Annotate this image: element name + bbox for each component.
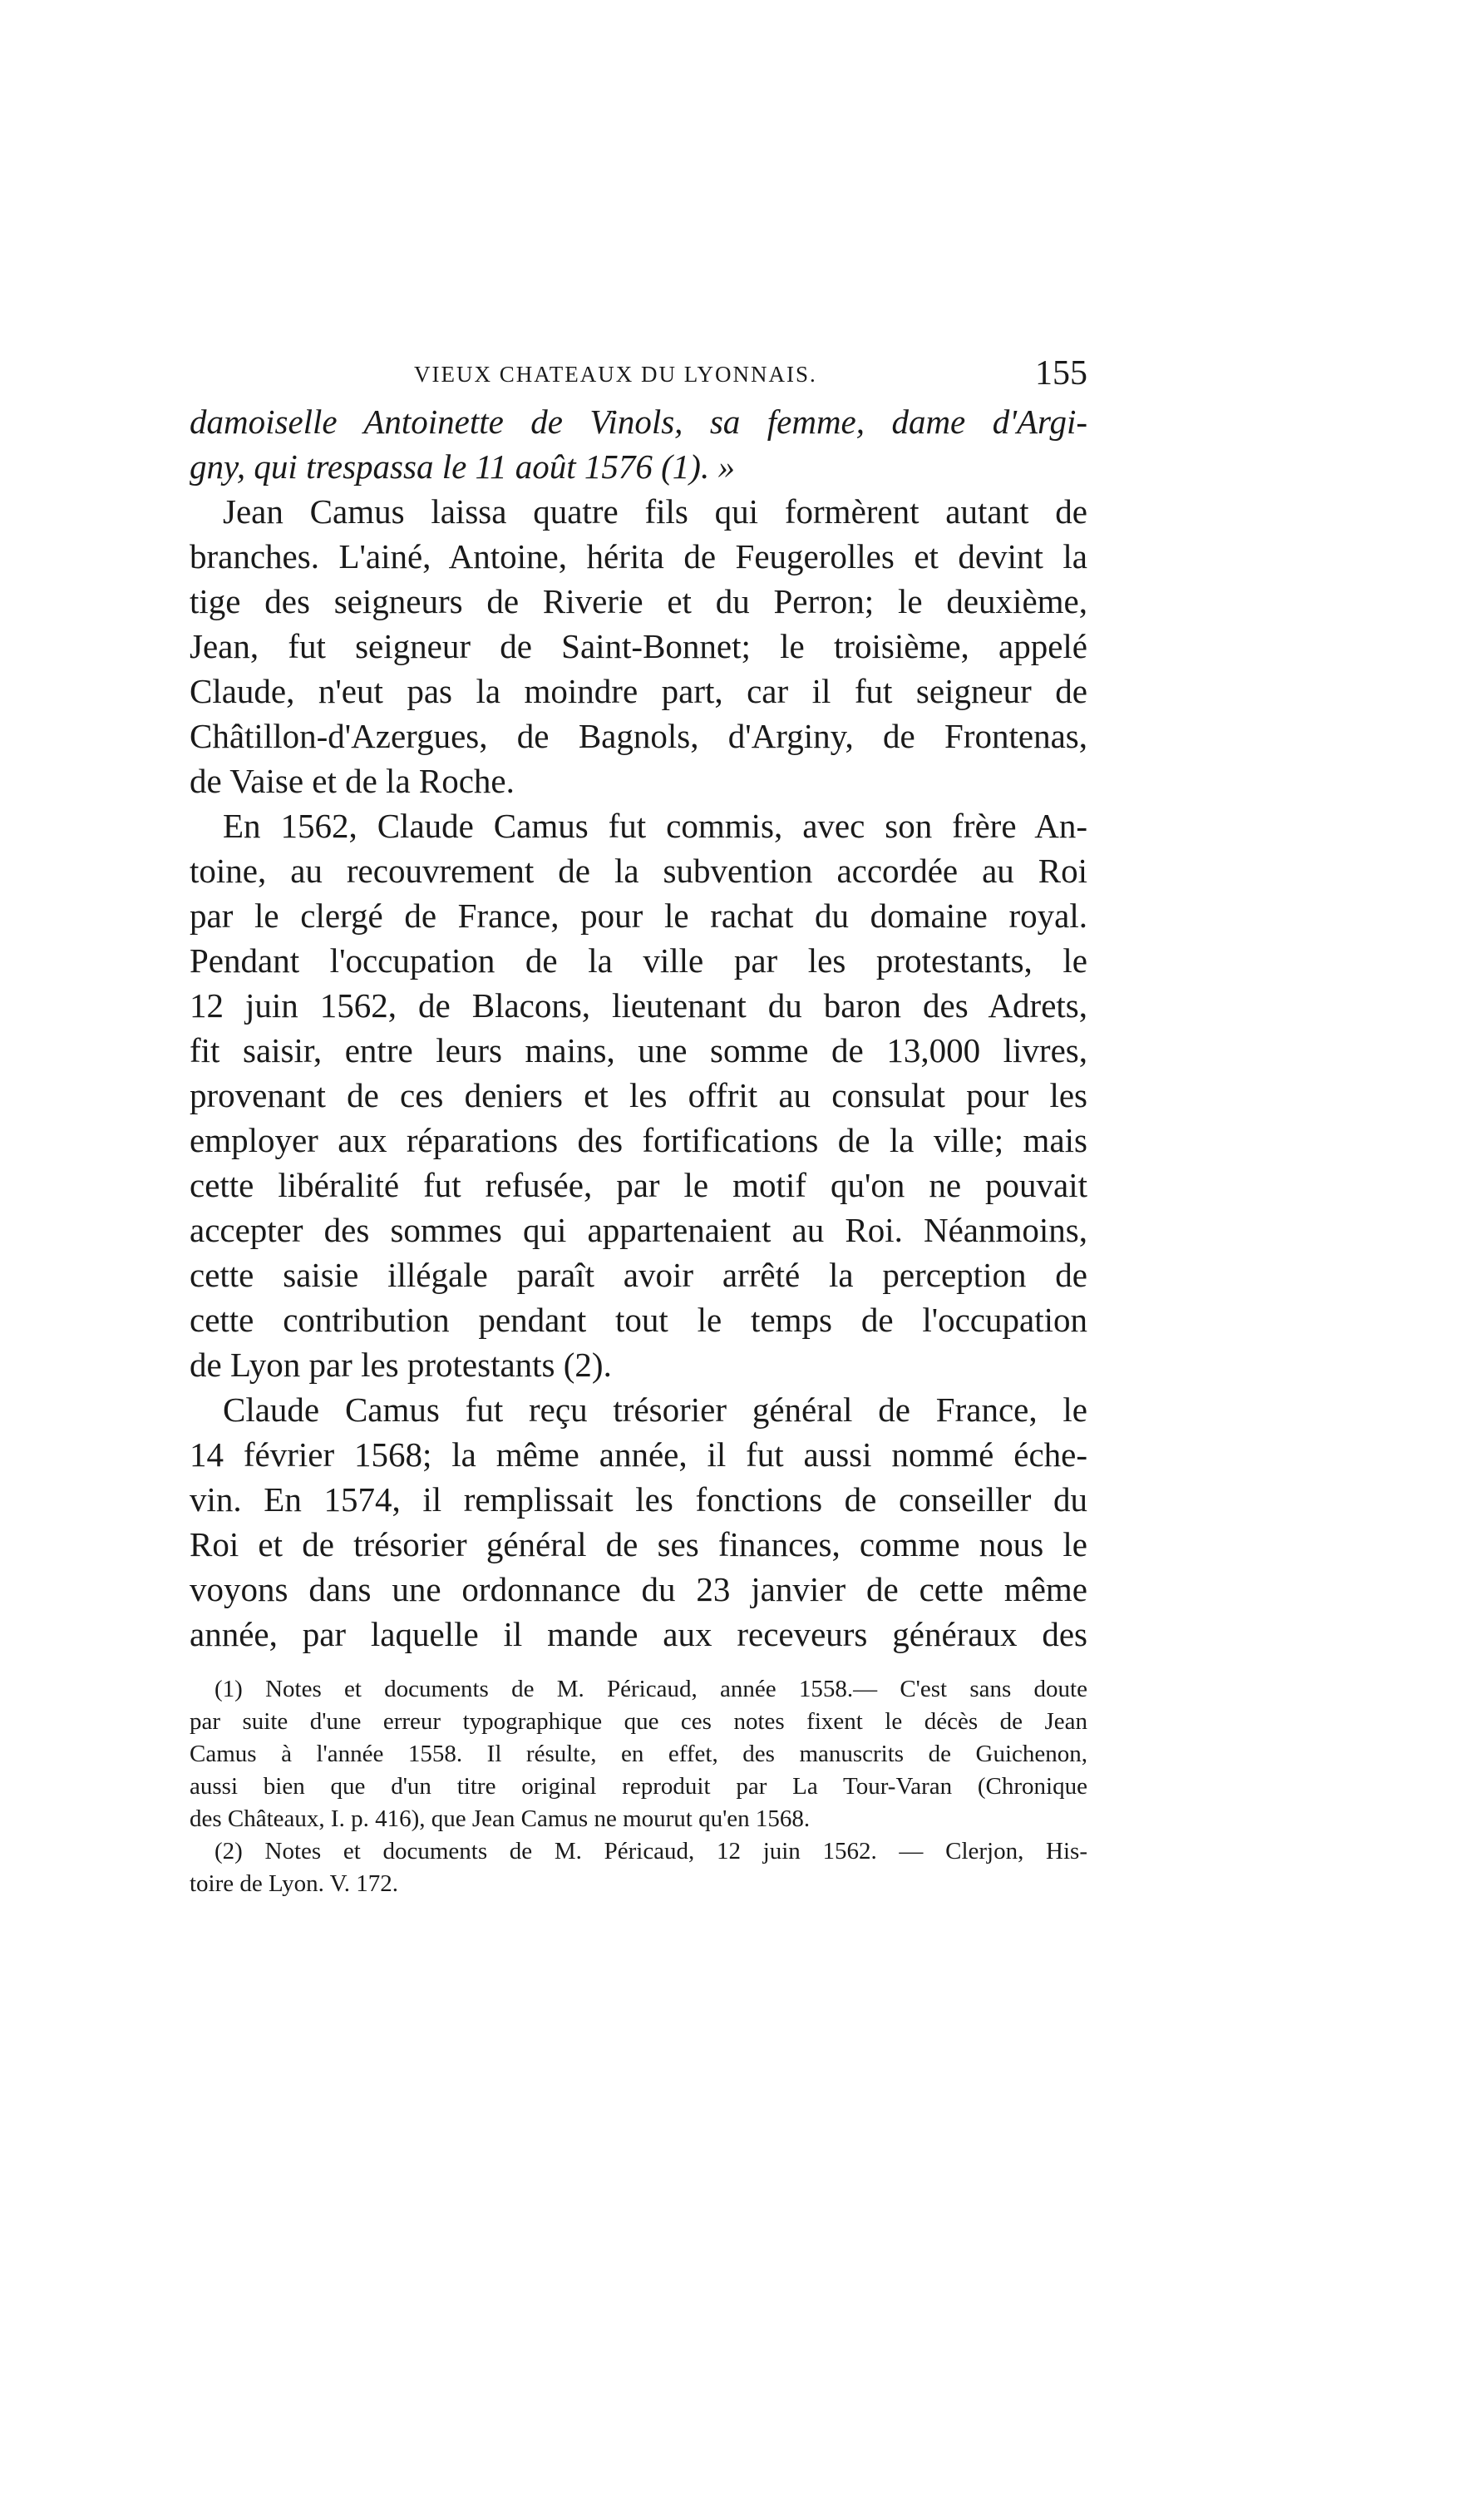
text-line: employer aux réparations des fortifications de la ville; mais (190, 1121, 1087, 1159)
running-title: VIEUX CHATEAUX DU LYONNAIS. (414, 362, 817, 387)
text-line: Jean, fut seigneur de Saint-Bonnet; le troisième, appelé (190, 627, 1087, 665)
text-line: cette saisie illégale paraît avoir arrêté la perception de (190, 1256, 1087, 1294)
text-line: Roi et de trésorier général de ses finances, comme nous le (190, 1525, 1087, 1563)
text-line: cette libéralité fut refusée, par le motif qu'on ne pouvait (190, 1166, 1087, 1204)
text-line: 14 février 1568; la même année, il fut aussi nommé éche- (190, 1435, 1087, 1474)
footnote-line: toire de Lyon. V. 172. (190, 1870, 399, 1897)
footnote-line: par suite d'une erreur typographique que ces notes fixent le décès de Jean (190, 1708, 1087, 1735)
text-line: damoiselle Antoinette de Vinols, sa femme, dame d'Argi- (190, 403, 1087, 441)
footnote-line: (1) Notes et documents de M. Péricaud, année 1558.— C'est sans doute (214, 1676, 1087, 1702)
text-line: branches. L'ainé, Antoine, hérita de Feugerolles et devint la (190, 537, 1087, 575)
text-line: En 1562, Claude Camus fut commis, avec son frère An- (223, 807, 1087, 845)
text-line: vin. En 1574, il remplissait les fonctions de conseiller du (190, 1480, 1087, 1519)
body-text (190, 399, 1087, 1657)
footnotes (190, 1673, 1087, 1900)
text-line: de Vaise et de la Roche. (190, 762, 515, 800)
running-head (190, 353, 1087, 400)
text-line: provenant de ces deniers et les offrit au consulat pour les (190, 1076, 1087, 1114)
text-line: cette contribution pendant tout le temps de l'occupation (190, 1301, 1087, 1339)
text-line: Claude Camus fut reçu trésorier général de France, le (223, 1390, 1087, 1429)
text-line: gny, qui trespassa le 11 août 1576 (1). » (190, 447, 735, 486)
text-line: voyons dans une ordonnance du 23 janvier de cette même (190, 1570, 1087, 1608)
text-line: fit saisir, entre leurs mains, une somme de 13,000 livres, (190, 1031, 1087, 1069)
text-line: Pendant l'occupation de la ville par les protestants, le (190, 941, 1087, 980)
text-line: 12 juin 1562, de Blacons, lieutenant du baron des Adrets, (190, 986, 1087, 1025)
text-line: de Lyon par les protestants (2). (190, 1346, 612, 1384)
text-line: année, par laquelle il mande aux receveurs généraux des (190, 1615, 1087, 1653)
text-line: Châtillon-d'Azergues, de Bagnols, d'Arginy, de Frontenas, (190, 717, 1087, 755)
text-line: toine, au recouvrement de la subvention accordée au Roi (190, 852, 1087, 890)
text-line: par le clergé de France, pour le rachat du domaine royal. (190, 896, 1087, 935)
footnote-line: des Châteaux, I. p. 416), que Jean Camus ne mourut qu'en 1568. (190, 1805, 811, 1832)
text-line: tige des seigneurs de Riverie et du Perron; le deuxième, (190, 582, 1087, 620)
text-line: Jean Camus laissa quatre fils qui formèrent autant de (223, 492, 1087, 531)
footnote-line: Camus à l'année 1558. Il résulte, en effet, des manuscrits de Guichenon, (190, 1741, 1087, 1767)
text-line: accepter des sommes qui appartenaient au Roi. Néanmoins, (190, 1211, 1087, 1249)
footnote-line: (2) Notes et documents de M. Péricaud, 12 juin 1562. — Clerjon, His- (214, 1838, 1087, 1865)
footnote-line: aussi bien que d'un titre original reproduit par La Tour-Varan (Chronique (190, 1773, 1087, 1800)
page-number: 155 (1035, 354, 1087, 393)
text-line: Claude, n'eut pas la moindre part, car il fut seigneur de (190, 672, 1087, 710)
